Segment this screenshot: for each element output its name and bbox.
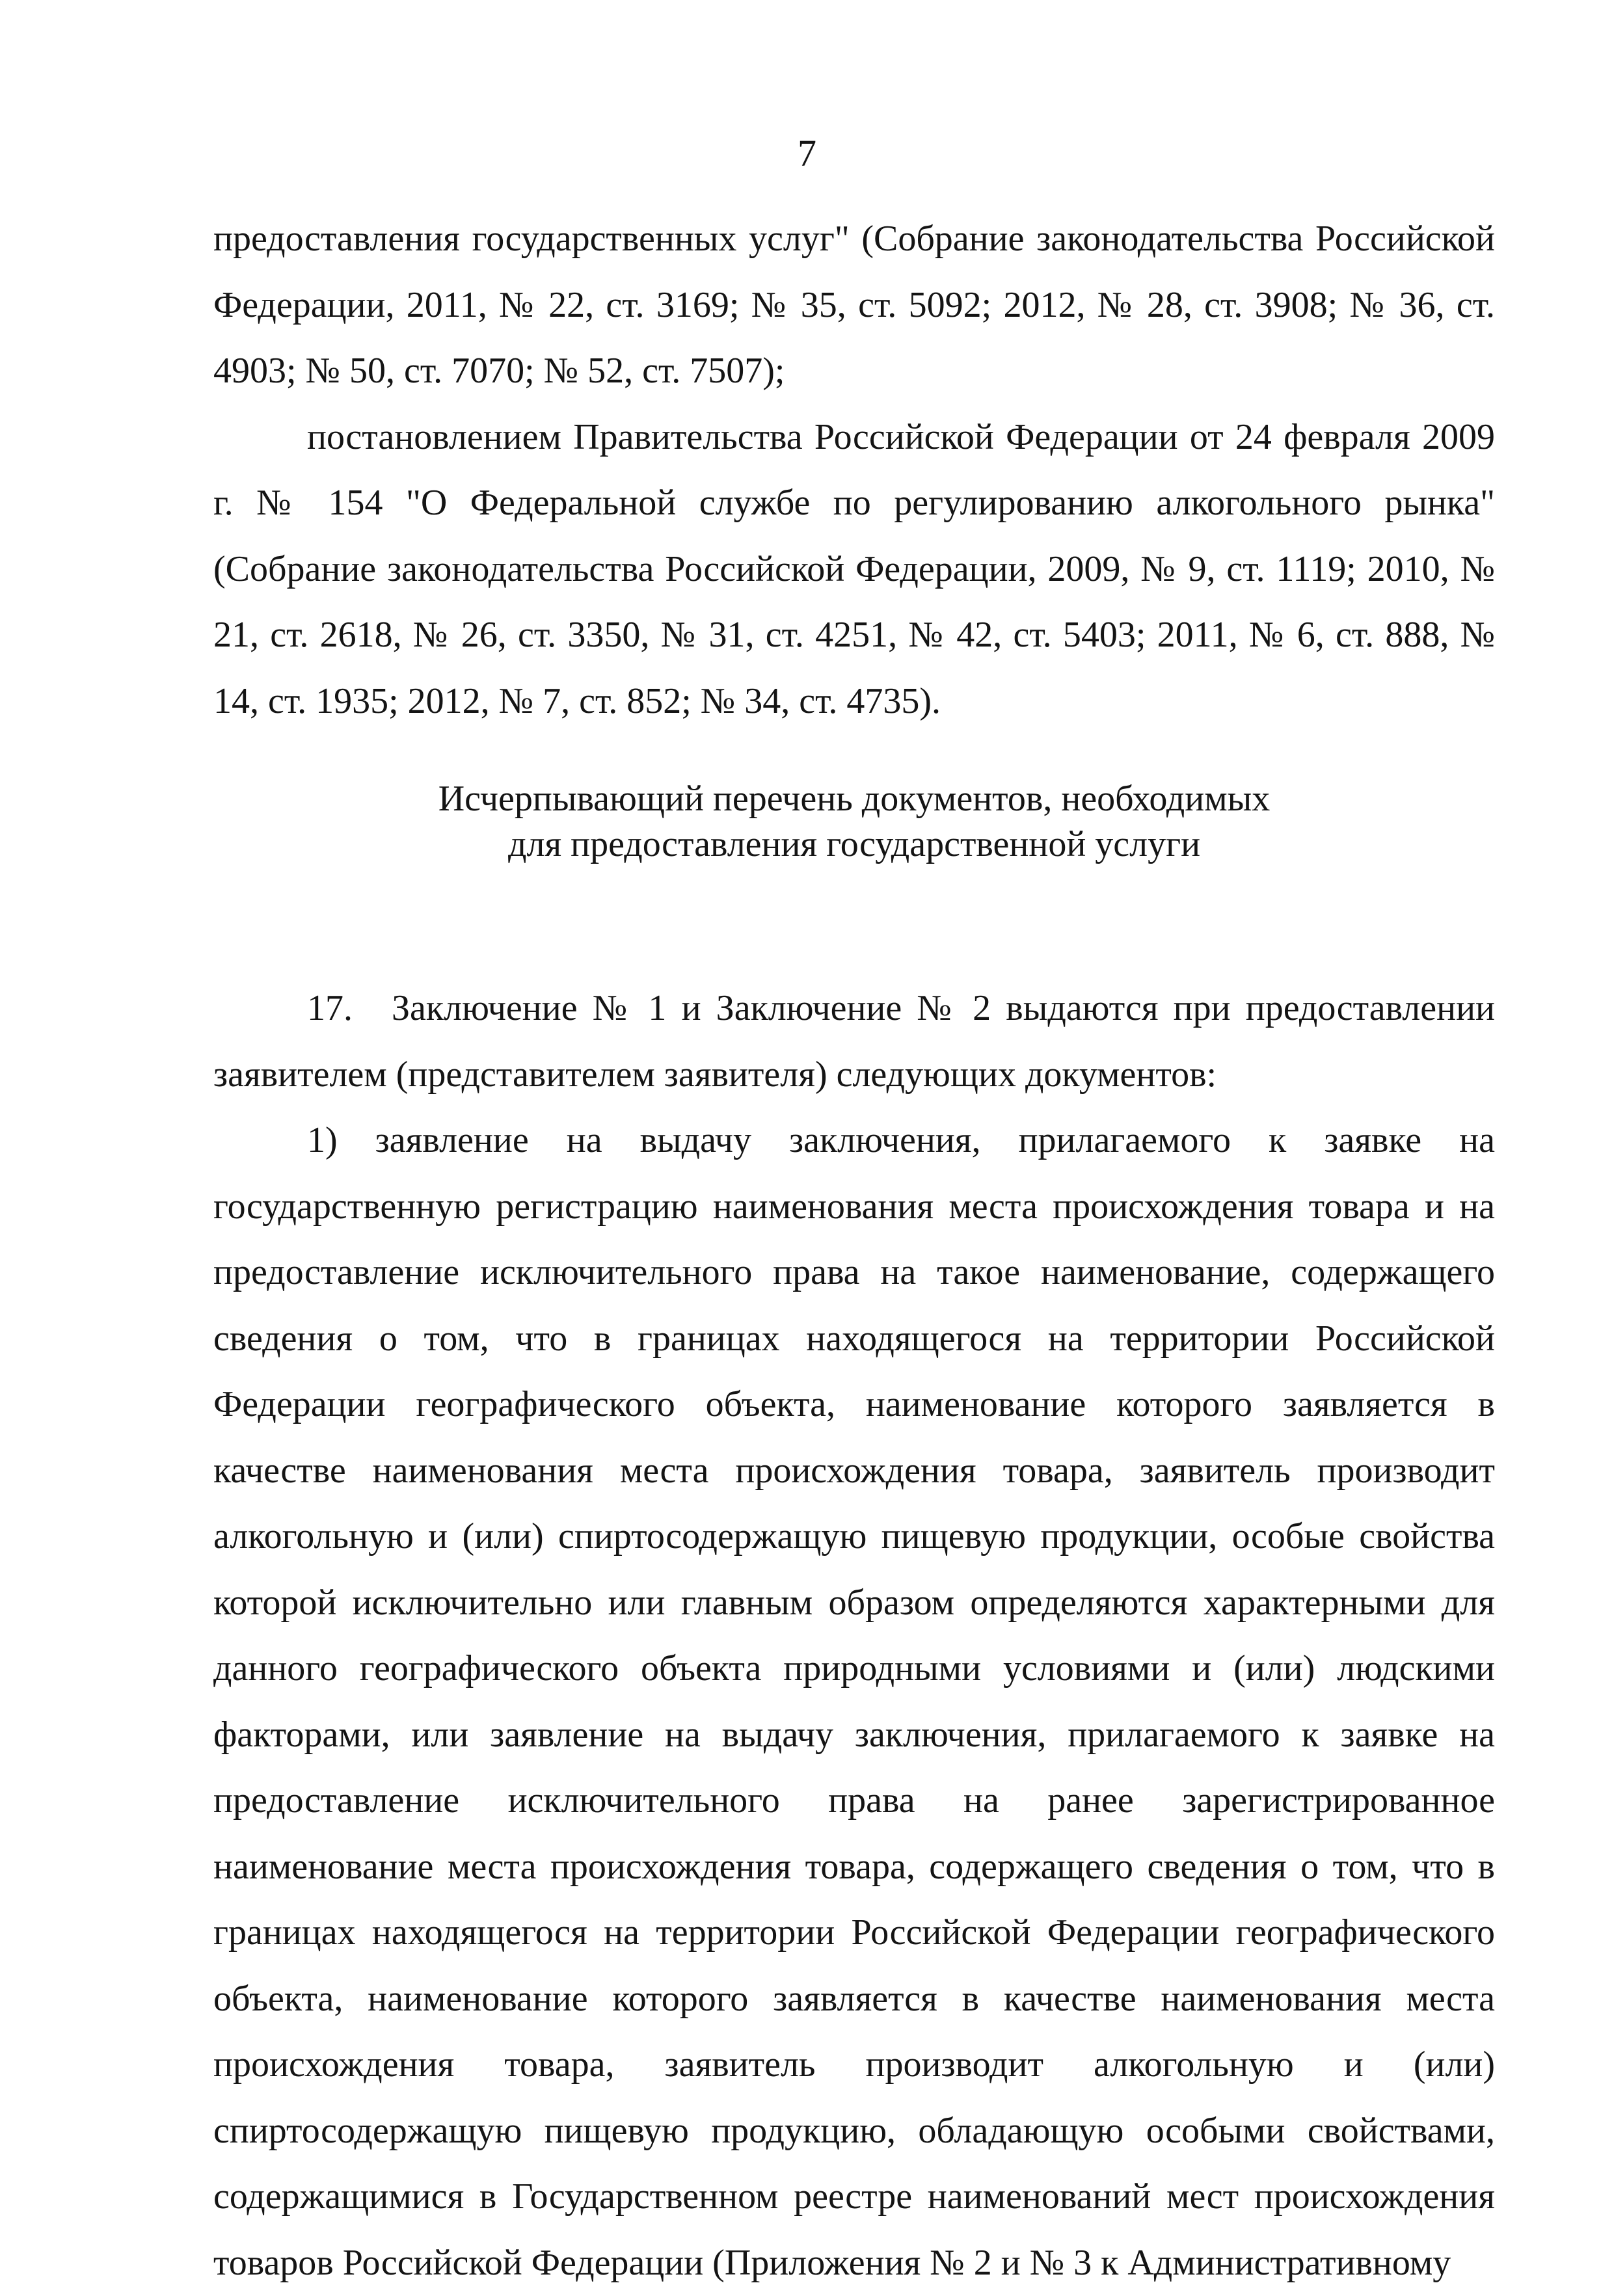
item-1-paragraph: 1) заявление на выдачу заключения, прилагаемого к заявке на государственную регистрацию наименования места происхождения товара и на предоставление исключительного права на такое наименование, содержащего сведения о том, что в границах находящегося на территории Российской Федерации географического объекта, наименование которого заявляется в качестве наименования места происхождения товара, заявитель производит алкогольную и (или) спиртосодержащую пищевую продукции, особые свойства которой исключительно или главным образом определяются характерными для данного географического объекта природными условиями и (или) людскими факторами, или заявление на выдачу заключения, прилагаемого к заявке на предоставление исключительного права на ранее зарегистрированное наименование места происхождения товара, содержащего сведения о том, что в границах находящегося на территории Российской Федерации географического объекта, наименование которого заявляется в качестве наименования места происхождения товара, заявитель производит алкогольную и (или) спиртосодержащую пищевую продукцию, обладающую особыми свойствами, содержащимися в Государственном реестре наименований мест происхождения товаров Российской Федерации (Приложения № 2 и № 3 к Административному — [213, 1120, 1495, 2283]
clause-17-text: Заключение № 1 и Заключение № 2 выдаются при предоставлении заявителем (представителем заявителя) следующих документов: — [213, 988, 1495, 1095]
clause-17-number: 17. — [307, 988, 353, 1028]
resolution-paragraph: постановлением Правительства Российской Федерации от 24 февраля 2009 г. № 154 "О Федеральной службе по регулированию алкогольного рынка" (Собрание законодательства Российской Федерации, 2009, № 9, ст. 1119; 2010, № 21, ст. 2618, № 26, ст. 3350, № 31, ст. 4251, № 42, ст. 5403; 2011, № 6, ст. 888, № 14, ст. 1935; 2012, № 7, ст. 852; № 34, ст. 4735). — [213, 416, 1495, 721]
section-heading-line-1: Исчерпывающий перечень документов, необходимых — [438, 779, 1271, 819]
document-body-top — [213, 206, 1495, 734]
document-body-bottom — [213, 976, 1495, 2296]
section-heading-line-2: для предоставления государственной услуги — [507, 824, 1201, 864]
page-number: 7 — [798, 132, 816, 174]
section-heading — [213, 776, 1495, 867]
continuation-paragraph: предоставления государственных услуг" (Собрание законодательства Российской Федерации, 2011, № 22, ст. 3169; № 35, ст. 5092; 2012, № 28, ст. 3908; № 36, ст. 4903; № 50, ст. 7070; № 52, ст. 7507); — [213, 219, 1495, 391]
clause-17-paragraph — [213, 976, 1495, 1108]
